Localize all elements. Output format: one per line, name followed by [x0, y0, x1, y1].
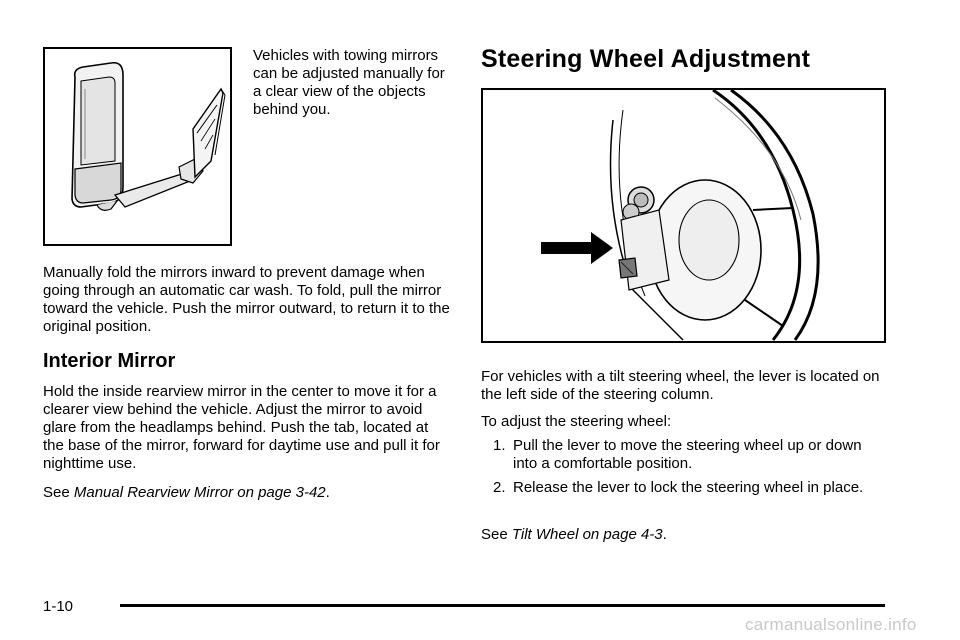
interior-mirror-paragraph: Hold the inside rearview mirror in the center to move it for a clearer view behind the vehicle. Adjust the mirror to avoid glare from the headlamps behind. Push the tab, located at the base of the mirror, forward for daytime use and pull it for nighttime use. [43, 383, 440, 472]
tilt-wheel-intro-paragraph: For vehicles with a tilt steering wheel, the lever is located on the left side of the steering column. [481, 368, 880, 403]
tilt-wheel-link[interactable]: Tilt Wheel on page 4-3 [511, 526, 663, 543]
watermark-text: carmanualsonline.info [745, 615, 917, 634]
step-item [481, 479, 886, 497]
step-number: 1. [493, 437, 506, 454]
towing-mirror-caption: Vehicles with towing mirrors can be adjusted manually for a clear view of the objects behind you. [253, 47, 445, 118]
towing-mirror-drawing [45, 49, 230, 244]
steering-wheel-drawing [483, 90, 884, 341]
see-suffix: . [662, 526, 667, 543]
adjust-steering-lead: To adjust the steering wheel: [481, 413, 672, 430]
adjust-steps-list [481, 437, 886, 503]
towing-mirror-illustration [43, 47, 232, 246]
see-prefix: See [43, 484, 74, 501]
fold-mirror-paragraph: Manually fold the mirrors inward to prevent damage when going through an automatic car wash. To fold, pull the mirror toward the vehicle. Push the mirror outward, to return it to the original position. [43, 264, 450, 335]
interior-mirror-see-reference [43, 484, 453, 502]
tilt-wheel-see-reference [481, 526, 881, 544]
footer-rule [120, 604, 885, 607]
page-number: 1-10 [43, 598, 74, 615]
steering-wheel-illustration [481, 88, 886, 343]
step-text: Pull the lever to move the steering wheel up or down into a comfortable position. [513, 437, 862, 472]
steering-wheel-heading: Steering Wheel Adjustment [481, 45, 811, 73]
see-suffix: . [325, 484, 330, 501]
step-text: Release the lever to lock the steering wheel in place. [513, 479, 864, 496]
interior-mirror-heading: Interior Mirror [43, 350, 176, 372]
see-prefix: See [481, 526, 512, 543]
step-item [481, 437, 886, 473]
manual-rearview-mirror-link[interactable]: Manual Rearview Mirror on page 3-42 [73, 484, 326, 501]
step-number: 2. [493, 479, 506, 496]
